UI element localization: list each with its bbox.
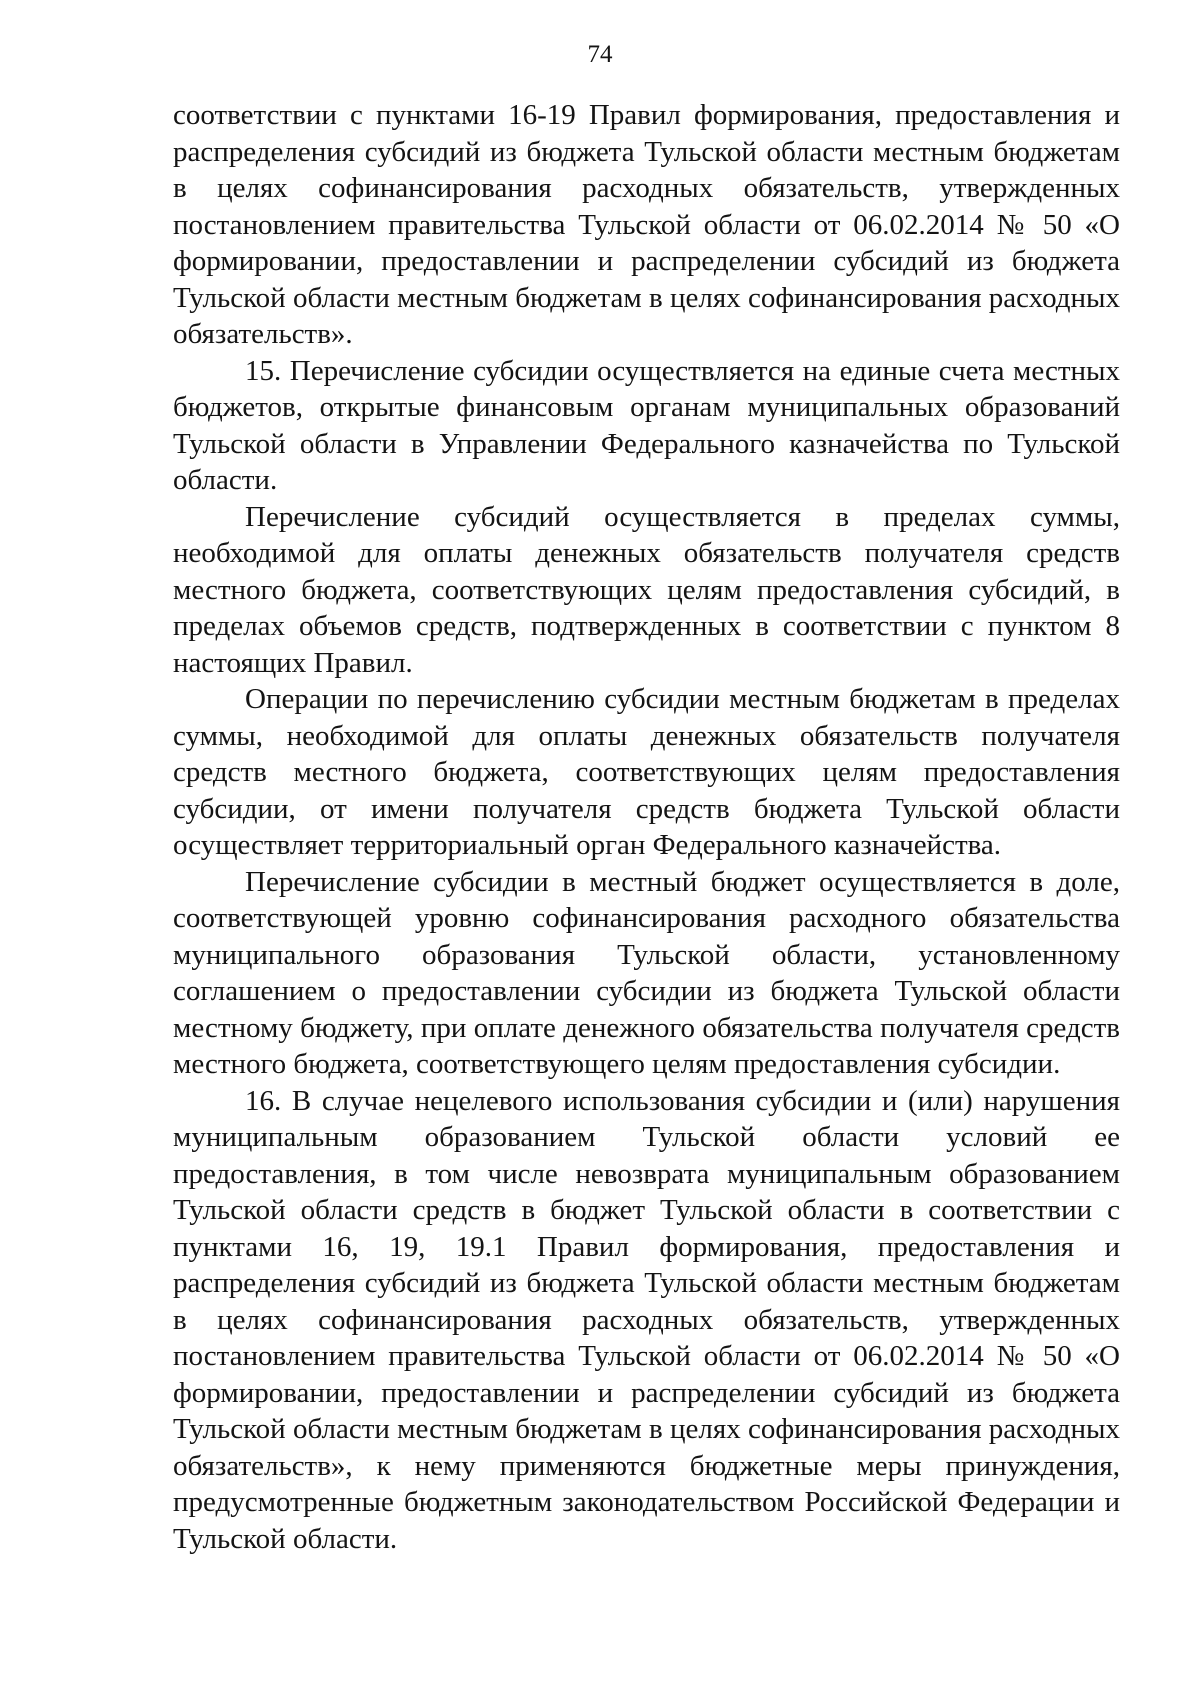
document-body [173, 97, 1120, 1557]
paragraph-transfer-operations: Операции по перечислению субсидии местным бюджетам в пределах суммы, необходимой для оплаты денежных обязательств получателя средств местного бюджета, соответствующих целям предоставления субсидии, от имени получателя средств бюджета Тульской области осуществляет территориальный орган Федерального казначейства. [173, 683, 1120, 861]
page-number: 74 [587, 41, 613, 68]
paragraph-continuation: соответствии с пунктами 16-19 Правил формирования, предоставления и распределения субсидий из бюджета Тульской области местным бюджетам в целях софинансирования расходных обязательств, утвержденных постановлением правительства Тульской области от 06.02.2014 № 50 «О формировании, предоставлении и распределении субсидий из бюджета Тульской области местным бюджетам в целях софинансирования расходных обязательств». [173, 99, 1120, 350]
paragraph-item-15: 15. Перечисление субсидии осуществляется на единые счета местных бюджетов, открытые финансовым органам муниципальных образований Тульской области в Управлении Федерального казначейства по Тульской области. [173, 354, 1120, 496]
paragraph-subsidy-limits: Перечисление субсидий осуществляется в пределах суммы, необходимой для оплаты денежных обязательств получателя средств местного бюджета, соответствующих целям предоставления субсидий, в пределах объемов средств, подтвержденных в соответствии с пунктом 8 настоящих Правил. [173, 500, 1120, 679]
paragraph-cofinancing-share: Перечисление субсидии в местный бюджет осуществляется в доле, соответствующей уровню софинансирования расходного обязательства муниципального образования Тульской области, установленному соглашением о предоставлении субсидии из бюджета Тульской области местному бюджету, при оплате денежного обязательства получателя средств местного бюджета, соответствующего целям предоставления субсидии. [173, 865, 1120, 1080]
paragraph-item-16: 16. В случае нецелевого использования субсидии и (или) нарушения муниципальным образованием Тульской области условий ее предоставления, в том числе невозврата муниципальным образованием Тульской области средств в бюджет Тульской области в соответствии с пунктами 16, 19, 19.1 Правил формирования, предоставления и распределения субсидий из бюджета Тульской области местным бюджетам в целях софинансирования расходных обязательств, утвержденных постановлением правительства Тульской области от 06.02.2014 № 50 «О формировании, предоставлении и распределении субсидий из бюджета Тульской области местным бюджетам в целях софинансирования расходных обязательств», к нему применяются бюджетные меры принуждения, предусмотренные бюджетным законодательством Российской Федерации и Тульской области. [173, 1084, 1120, 1555]
